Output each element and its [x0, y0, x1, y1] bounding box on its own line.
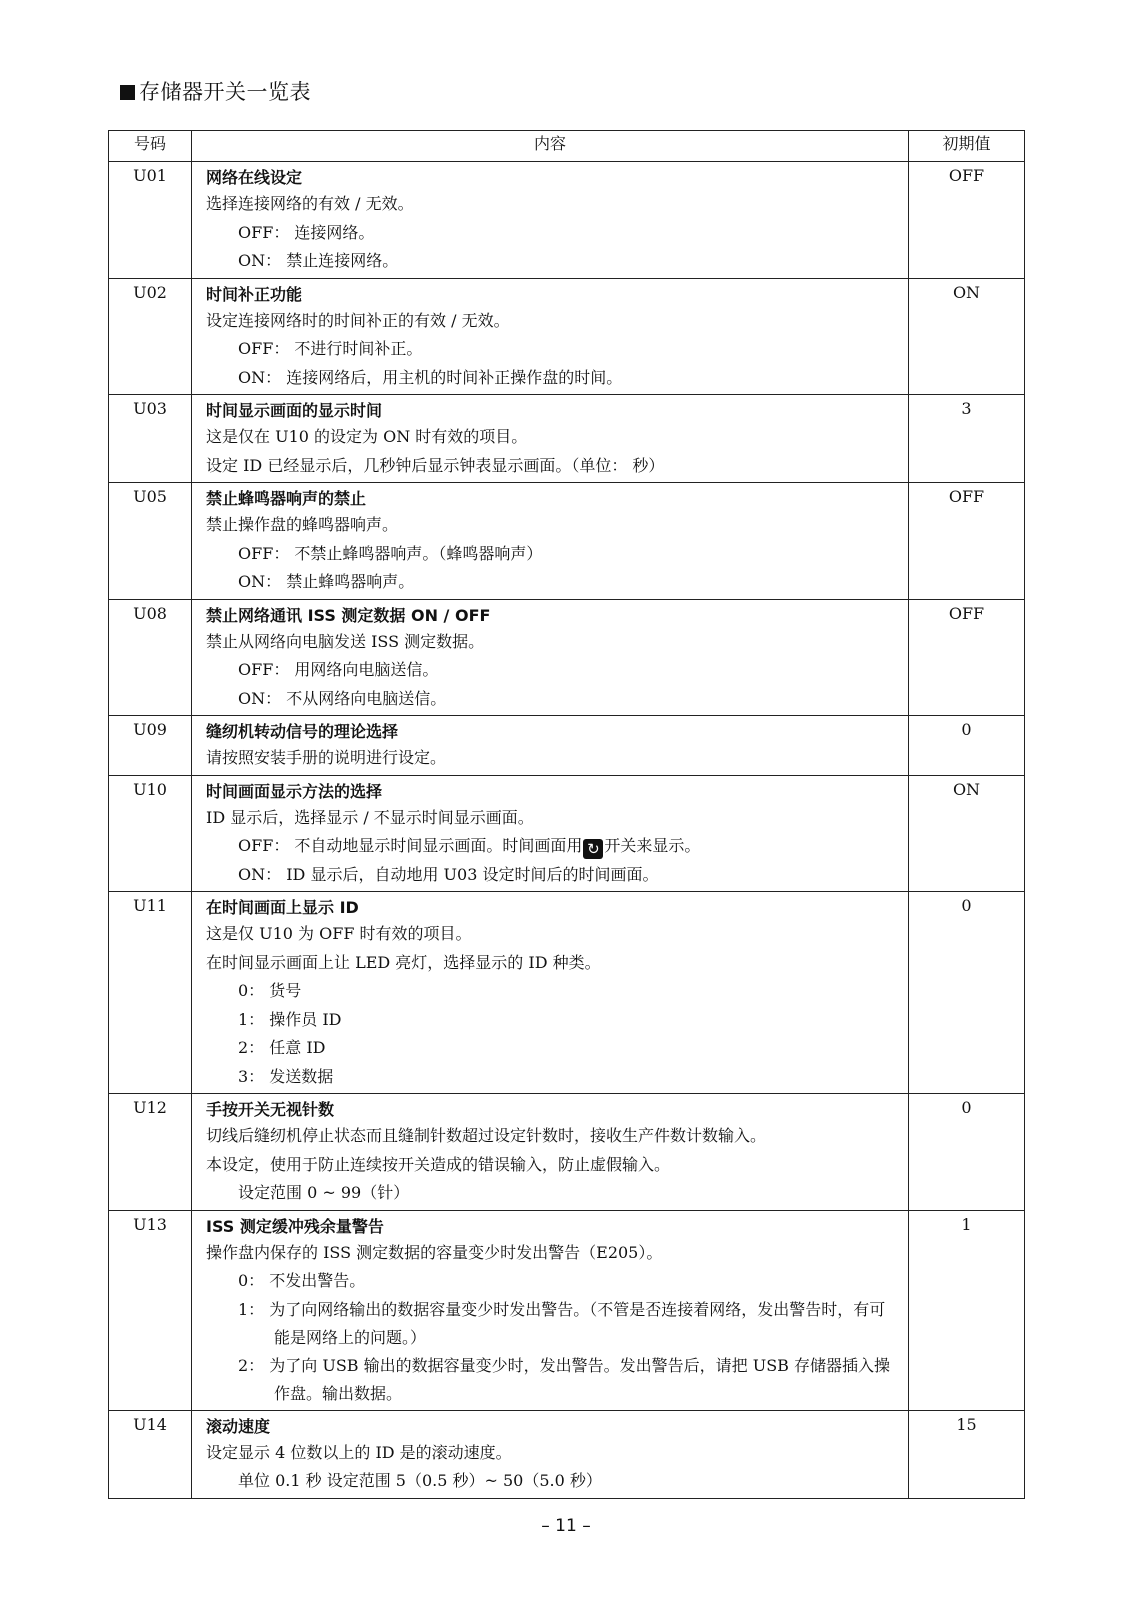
table-row: [109, 1410, 1025, 1498]
initial-value: 0: [909, 716, 1025, 776]
description-text: 请按照安装手册的说明进行设定。: [206, 748, 447, 767]
description-line: [206, 1122, 896, 1151]
description-line: [206, 190, 896, 219]
description-text: 2： 任意 ID: [238, 1038, 326, 1057]
initial-value: 0: [909, 892, 1025, 1094]
initial-value: 3: [909, 395, 1025, 483]
description-line: [206, 1267, 896, 1296]
table-row: [109, 395, 1025, 483]
description-line: [206, 1179, 896, 1208]
description-line: [206, 804, 896, 833]
switch-number: U14: [109, 1410, 192, 1498]
description-text: 操作盘内保存的 ISS 测定数据的容量变少时发出警告（E205）。: [206, 1242, 663, 1262]
memory-switch-table: [108, 130, 1025, 1499]
table-row: [109, 483, 1025, 600]
switch-description: [192, 1410, 909, 1498]
description-text: 1： 为了向网络输出的数据容量变少时发出警告。（不管是否连接着网络，发出警告时，有可能是网络上的问题。）: [238, 1299, 886, 1347]
initial-value: 1: [909, 1210, 1025, 1410]
initial-value: OFF: [909, 483, 1025, 600]
column-header-content: 内容: [192, 131, 909, 162]
switch-number: U05: [109, 483, 192, 600]
description-line: [206, 335, 896, 364]
switch-description: [192, 483, 909, 600]
description-line: [206, 307, 896, 336]
description-text: 设定范围 0 ~ 99（针）: [238, 1183, 410, 1202]
description-line: [206, 744, 896, 773]
switch-description: [192, 395, 909, 483]
switch-number: U03: [109, 395, 192, 483]
switch-number: U12: [109, 1094, 192, 1211]
initial-value: OFF: [909, 599, 1025, 716]
switch-number: U09: [109, 716, 192, 776]
description-text-after-icon: 开关来显示。: [604, 836, 701, 855]
description-line: [206, 1352, 896, 1408]
table-row: [109, 278, 1025, 395]
description-line: [206, 1439, 896, 1468]
initial-value: 15: [909, 1410, 1025, 1498]
description-line: [206, 628, 896, 657]
description-line: [206, 364, 896, 393]
description-text: OFF： 不进行时间补正。: [238, 339, 423, 358]
switch-title: 手按开关无视针数: [206, 1100, 335, 1119]
switch-title: 在时间画面上显示 ID: [206, 898, 359, 917]
description-line: [206, 1063, 896, 1092]
description-line: [206, 1006, 896, 1035]
description-text: 在时间显示画面上让 LED 亮灯，选择显示的 ID 种类。: [206, 952, 601, 972]
description-text: 单位 0.1 秒 设定范围 5（0.5 秒）~ 50（5.0 秒）: [238, 1471, 602, 1490]
description-text: 0： 货号: [238, 981, 302, 1000]
switch-title: ISS 测定缓冲残余量警告: [206, 1216, 384, 1236]
description-line: [206, 219, 896, 248]
table-row: [109, 1210, 1025, 1410]
table-body: [109, 162, 1025, 1499]
description-text: 3： 发送数据: [238, 1066, 334, 1086]
description-line: [206, 511, 896, 540]
description-line: [206, 949, 896, 978]
description-text: 本设定，使用于防止连续按开关造成的错误输入，防止虚假输入。: [206, 1154, 671, 1174]
table-row: [109, 1094, 1025, 1211]
description-line: [206, 861, 896, 890]
initial-value: ON: [909, 775, 1025, 892]
description-line: [206, 247, 896, 276]
switch-number: U01: [109, 162, 192, 279]
switch-title: 禁止网络通讯 ISS 测定数据 ON / OFF: [206, 605, 491, 625]
switch-description: [192, 599, 909, 716]
switch-number: U13: [109, 1210, 192, 1410]
description-text: 这是仅在 U10 的设定为 ON 时有效的项目。: [206, 427, 528, 446]
description-text: 切线后缝纫机停止状态而且缝制针数超过设定针数时，接收生产件数计数输入。: [206, 1126, 767, 1145]
switch-title: 时间显示画面的显示时间: [206, 401, 383, 420]
description-text: 1： 操作员 ID: [238, 1009, 342, 1029]
description-text: 禁止从网络向电脑发送 ISS 测定数据。: [206, 631, 485, 651]
initial-value: OFF: [909, 162, 1025, 279]
description-line: [206, 540, 896, 569]
page-heading: [120, 76, 311, 106]
description-text: ON： 禁止连接网络。: [238, 251, 399, 270]
description-text: 这是仅 U10 为 OFF 时有效的项目。: [206, 924, 472, 943]
switch-description: [192, 775, 909, 892]
switch-description: [192, 716, 909, 776]
switch-number: U02: [109, 278, 192, 395]
description-text: 2： 为了向 USB 输出的数据容量变少时，发出警告。发出警告后，请把 USB 存储器插入操作盘。输出数据。: [238, 1355, 891, 1403]
switch-title: 时间画面显示方法的选择: [206, 781, 383, 801]
description-text: ON： 连接网络后，用主机的时间补正操作盘的时间。: [238, 367, 623, 387]
description-text: ON： ID 显示后，自动地用 U03 设定时间后的时间画面。: [238, 864, 659, 884]
description-text: ON： 不从网络向电脑送信。: [238, 688, 447, 708]
description-line: [206, 977, 896, 1006]
description-text: 设定显示 4 位数以上的 ID 是的滚动速度。: [206, 1442, 512, 1462]
switch-number: U11: [109, 892, 192, 1094]
description-text: ID 显示后，选择显示 / 不显示时间显示画面。: [206, 807, 534, 827]
switch-number: U10: [109, 775, 192, 892]
description-text: OFF： 用网络向电脑送信。: [238, 660, 439, 679]
black-square-icon: [120, 85, 135, 100]
description-line: [206, 656, 896, 685]
switch-title: 网络在线设定: [206, 168, 303, 187]
cycle-arrows-key-icon: ↻: [583, 839, 603, 859]
column-header-number: 号码: [109, 131, 192, 162]
table-row: [109, 775, 1025, 892]
description-line: [206, 832, 896, 861]
description-line: [206, 1467, 896, 1496]
switch-title: 缝纫机转动信号的理论选择: [206, 722, 399, 741]
description-text: OFF： 不自动地显示时间显示画面。时间画面用: [238, 836, 583, 855]
switch-description: [192, 1094, 909, 1211]
description-line: [206, 1034, 896, 1063]
description-text: ON： 禁止蜂鸣器响声。: [238, 572, 415, 591]
description-line: [206, 568, 896, 597]
description-text: OFF： 不禁止蜂鸣器响声。（蜂鸣器响声）: [238, 543, 543, 563]
initial-value: ON: [909, 278, 1025, 395]
description-line: [206, 685, 896, 714]
table-row: [109, 162, 1025, 279]
description-text: 选择连接网络的有效 / 无效。: [206, 194, 414, 213]
description-line: [206, 1151, 896, 1180]
description-text: 设定 ID 已经显示后，几秒钟后显示钟表显示画面。（单位： 秒）: [206, 455, 665, 475]
description-text: OFF： 连接网络。: [238, 222, 375, 242]
description-text: 禁止操作盘的蜂鸣器响声。: [206, 515, 399, 534]
table-row: [109, 892, 1025, 1094]
switch-number: U08: [109, 599, 192, 716]
description-line: [206, 452, 896, 481]
description-line: [206, 920, 896, 949]
description-line: [206, 423, 896, 452]
switch-description: [192, 892, 909, 1094]
table-header-row: [109, 131, 1025, 162]
switch-description: [192, 162, 909, 279]
switch-title: 禁止蜂鸣器响声的禁止: [206, 489, 367, 508]
page-heading-text: 存储器开关一览表: [139, 80, 311, 104]
table-row: [109, 599, 1025, 716]
description-text: 设定连接网络时的时间补正的有效 / 无效。: [206, 310, 510, 330]
switch-description: [192, 278, 909, 395]
column-header-initial: 初期值: [909, 131, 1025, 162]
page-number: – 11 –: [541, 1516, 591, 1536]
description-line: [206, 1296, 896, 1352]
table-row: [109, 716, 1025, 776]
switch-title: 滚动速度: [206, 1416, 271, 1436]
switch-description: [192, 1210, 909, 1410]
description-text: 0： 不发出警告。: [238, 1271, 366, 1290]
switch-title: 时间补正功能: [206, 284, 303, 304]
initial-value: 0: [909, 1094, 1025, 1211]
description-line: [206, 1239, 896, 1268]
